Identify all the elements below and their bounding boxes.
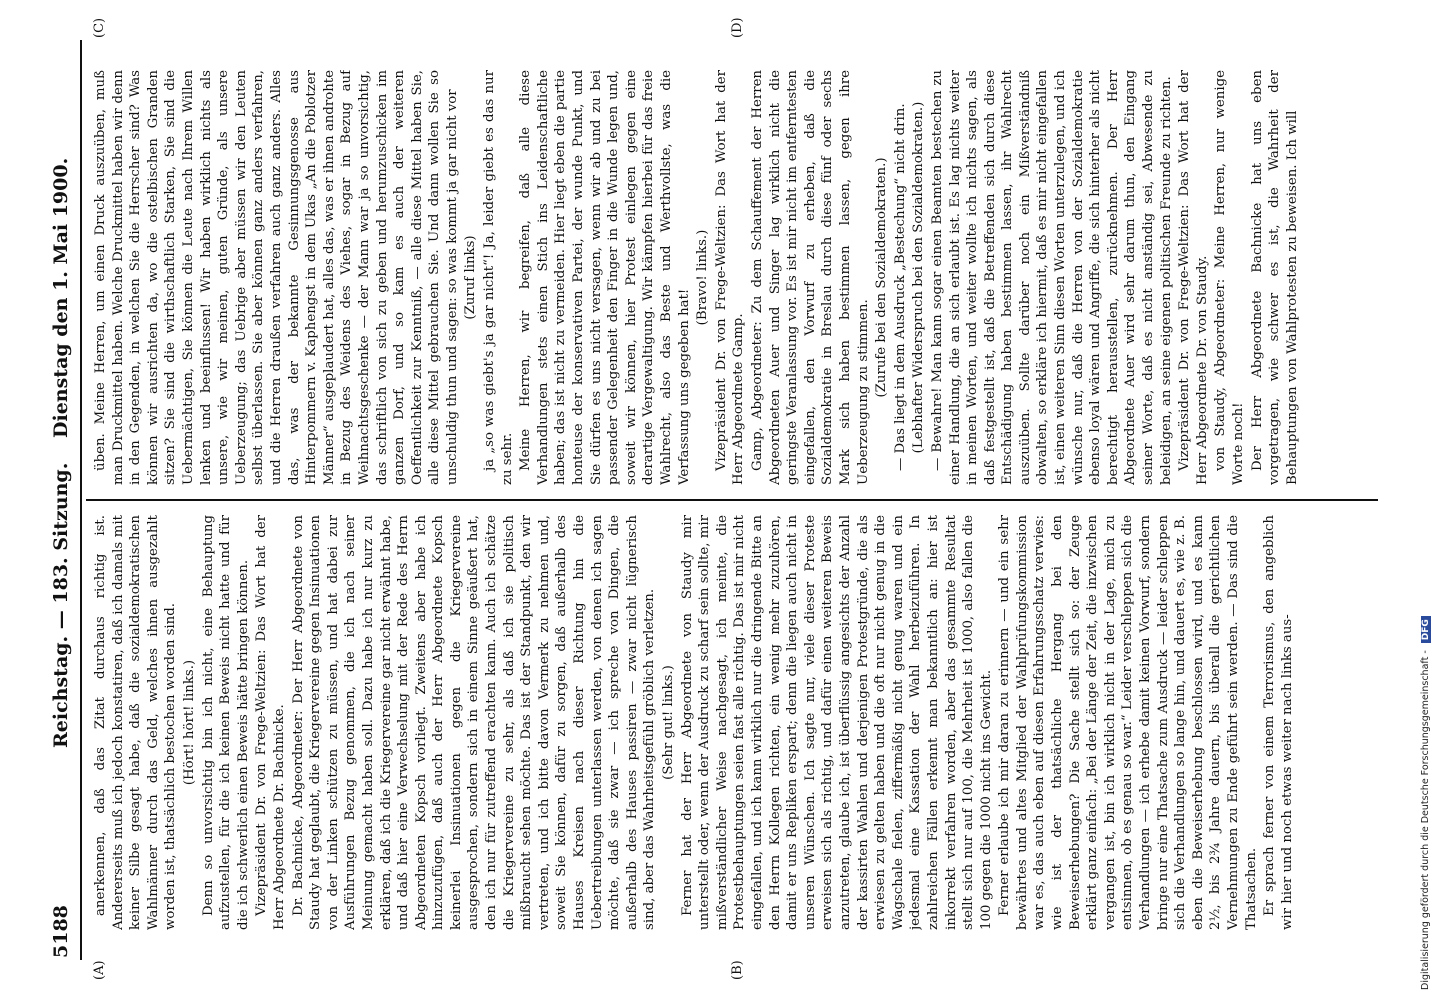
paragraph: von Staudy, Abgeordneter: Meine Herren, nur wenige Worte noch! — [1213, 70, 1246, 485]
paragraph: Vizepräsident Dr. von Frege-Weltzien: Das Wort hat der Herr Abgeordnete Dr. Bachnicke. — [254, 515, 287, 930]
paragraph: üben. Meine Herren, um einen Druck auszuüben, muß man Druckmittel haben. Welche Druckmittel haben wir denn in den Gegenden, in welchen Sie die Herrscher sind? Was können wir ausrichten da, wo die ostelbischen Granden sitzen? Sie sind die wirthschaftlich Starken, Sie sind die Uebermächtigen, Sie können die Leute nach Ihrem Willen lenken und beeinflussen! Wir haben wirklich nichts als unsere, wie wir meinen, guten Gründe, als unsere Ueberzeugung; das Uebrige aber müssen wir den Leuten selbst überlassen. Sie aber können ganz anders verfahren, und die Herren draußen verfahren auch ganz anders. Alles das, was der bekannte Gesinnungsgenosse aus Hinterpommern v. Kaphengst in dem Ukas „An die Poblotzer Männer“ ausgeplaudert hat, alles das, was er ihnen androhte in Bezug des Weidens des Viehes, sogar in Bezug auf Weihnachtsgeschenke — der Mann war ja so unvorsichtig, das schriftlich von sich zu geben und herumzuschicken im ganzen Dorf, und so kam es auch der weiteren Oeffentlichkeit zur Kenntniß, — alle diese Mittel haben Sie, alle diese Mittel gebrauchen Sie. Und dann wollen Sie so unschuldig thun und sagen: so was kommt ja gar nicht vor — [93, 70, 460, 485]
paragraph: (Zuruf links) — [463, 235, 479, 320]
paragraph: (Hört! hört! links.) — [181, 659, 197, 786]
margin-marker-a: (A) — [92, 960, 107, 980]
paragraph: Ferner hat der Herr Abgeordnete von Staudy mir unterstellt oder, wenn der Ausdruck zu scharf sein sollte, mir mißverständlicher Weise nachgesagt, ich meinte, die Protestbehauptungen seien fast alle richtig. Das ist mir nicht eingefallen, und ich kann wirklich nur die dringende Bitte an den Herrn Kollegen richten, ein wenig mehr zuzuhören, damit er uns Repliken erspart; denn die liegen auch nicht in unseren Wünschen. Ich sagte nur, viele dieser Proteste erweisen sich als richtig, und dafür einen weiteren Beweis anzutreten, glaube ich, ist überflüssig angesichts der Anzahl der kassirten Wahlen und derjenigen Protestgründe, die als erwiesen zu gelten haben und die oft nur nicht genug in die Wagschale fielen, ziffermäßig nicht genug waren und ein jedesmal eine Kassation der Wahl herbeizuführen. In zahlreichen Fällen erkennt man bekanntlich an: hier ist inkorrekt verfahren worden, aber das gesammte Resultat stellt sich nur auf 100, die Mehrheit ist 1000, also fallen die 100 gegen die 1000 nicht ins Gewicht. — [679, 515, 994, 930]
header-rule — [80, 40, 82, 960]
paragraph: — Das liegt in dem Ausdruck „Bestechung“ nicht drin. — [892, 103, 908, 471]
session-title: Reichstag. — 183. Sitzung. — [50, 462, 72, 748]
paragraph: Ferner erlaube ich mir daran zu erinnern — und ein sehr bewährtes und altes Mitglied der Wahlprüfungskommission war es, das auch eben auf diesen Erfahrungsschatz verwies: wie ist der thatsächliche Hergang bei den Beweiserhebungen? Die Sache stellt sich so: der Zeuge erklärt ganz einfach: „Bei der Länge der Zeit, die inzwischen vergangen ist, bin ich wirklich nicht in der Lage, mich zu entsinnen, ob es genau so war.“ Leider verschleppen sich die Verhandlungen — ich erhebe damit keinen Vorwurf, sondern bringe nur eine Thatsache zum Ausdruck — leider schleppen sich die Verhandlungen so lange hin, und dauert es, wie z. B. eben die Beweiserhebung beschlossen wird, und es kann 2½, bis 2¾ Jahre dauern, bis überall die gerichtlichen Vernehmungen zu Ende geführt sein werden. — Das sind die Thatsachen. — [997, 515, 1259, 930]
paragraph: (Sehr gut! links.) — [661, 665, 676, 780]
paragraph: Er sprach ferner von einem Terrorismus, den angeblich wir hier und noch etwas weiter nach links aus- — [1262, 515, 1295, 930]
left-text-column — [92, 515, 1377, 930]
margin-marker-d: (D) — [730, 17, 745, 38]
right-text-column — [92, 70, 1377, 485]
margin-marker-b: (B) — [730, 960, 745, 980]
column-divider — [86, 499, 1378, 501]
session-date: Dienstag den 1. Mai 1900. — [50, 157, 72, 438]
paragraph: Der Herr Abgeordnete Bachnicke hat uns eben vorgetragen, wie schwer es ist, die Wahrheit der Behauptungen von Wahlprotesten zu beweisen. Ich will — [1249, 70, 1300, 485]
dfg-logo: DFG — [1421, 616, 1431, 643]
paragraph: (Lebhafter Widerspruch bei den Sozialdemokraten.) — [911, 101, 927, 454]
paragraph: (Zurufe bei den Sozialdemokraten.) — [874, 157, 890, 398]
paragraph: Dr. Bachnicke, Abgeordneter: Der Herr Abgeordnete von Staudy hat geglaubt, die Kriegervereine gegen Insinuationen von der Linken schützen zu müssen, und hat dabei zur Ausführungen Bezug genommen, die ich nach seiner Meinung gemacht haben soll. Dazu habe ich nur kurz zu erklären, daß ich die Kriegervereine gar nicht erwähnt habe, und daß hier eine Verwechselung mit der Rede des Herrn Abgeordneten Kopsch vorliegt. Zweitens aber habe ich hinzuzufügen, daß auch der Herr Abgeordnete Kopsch keinerlei Insinuationen gegen die Kriegervereine ausgesprochen, sondern sich in einem Sinne geäußert hat, den ich nur für zutreffend erachten kann. Auch ich schätze die Kriegervereine zu sehr, als daß ich sie politisch mißbraucht sehen möchte. Das ist der Standpunkt, den wir vertreten, und ich bitte davon Vermerk zu nehmen und, soweit Sie können, dafür zu sorgen, daß außerhalb des Hauses Kreisen nach dieser Richtung hin die Uebertreibungen unterlassen werden, von denen ich sagen möchte, daß sie zwar — ich spreche von Dingen, die außerhalb des Hauses passiren — zwar nicht lügnerisch sind, aber das Wahrheitsgefühl gröblich verletzen. — [290, 515, 658, 930]
funding-note: Digitalisierung gefördert durch die Deutsche Forschungsgemeinschaft - — [1420, 650, 1431, 990]
paragraph: ja „so was giebt's ja gar nicht“! Ja, leider giebt es das nur zu sehr. — [482, 70, 515, 485]
paragraph: Meine Herren, wir begreifen, daß alle diese Verhandlungen stets einen Stich ins Leidenschaftliche haben; das ist nicht zu vermeiden. Hier liegt eben die partie honteuse der konservativen Partei, der wunde Punkt, und Sie dürfen es uns nicht versagen, wenn wir ab und zu bei passender Gelegenheit den Finger in die Wunde legen und, soweit wir können, hier Protest einlegen gegen eine derartige Vergewaltigung. Wir kämpfen hierbei für das freie Wahlrecht, also das Beste und Werthvollste, was die Verfassung uns gegeben hat! — [518, 70, 692, 485]
page-number: 5188 — [50, 905, 72, 958]
paragraph: Denn so unvorsichtig bin ich nicht, eine Behauptung aufzustellen, für die ich keinen Beweis nicht hatte und für die ich schwerlich einen Beweis hätte bringen können. — [200, 515, 251, 930]
funding-sidebar — [1418, 10, 1434, 990]
paragraph: Vizepräsident Dr. von Frege-Weltzien: Das Wort hat der Herr Abgeordnete Dr. von Staudy. — [1177, 70, 1210, 485]
paragraph: — Bewahre! Man kann sogar einen Beamten bestechen zu einer Handlung, die an sich erlaubt ist. Es lag nichts weiter in meinen Worten, und weiter wollte ich nichts sagen, als daß festgestellt ist, daß die Betreffenden sich durch diese Entschädigung haben bestimmen lassen, ihr Wahlrecht auszuüben. Sollte darüber noch ein Mißverständniß obwalten, so erkläre ich hiermit, daß es mir nicht eingefallen ist, einen weiteren Sinn diesen Worten unterzulegen, und ich wünsche nur, daß die Herren von der Sozialdemokratie ebenso loyal wären und Angriffe, die sich hinterher als nicht berechtigt herausstellen, zurücknehmen. Der Herr Abgeordnete Auer wird sehr darum thun, den Eingang seiner Worte, daß es nicht anständig sei, Abwesende zu beleidigen, an seine eigenen politischen Freunde zu richten. — [929, 70, 1174, 485]
margin-marker-c: (C) — [92, 17, 107, 38]
paragraph: Gamp, Abgeordneter: Zu dem Schauffement der Herren Abgeordneten Auer und Singer lag wirklich nicht die geringste Veranlassung vor. Es ist mir nicht im entferntesten eingefallen, den Vorwurf zu erheben, daß die Sozialdemokratie in Breslau durch diese fünf oder sechs Mark sich haben bestimmen lassen, gegen ihre Ueberzeugung zu stimmen. — [749, 70, 871, 485]
paragraph: (Bravo! links.) — [695, 229, 711, 326]
paragraph: anerkennen, daß das Zitat durchaus richtig ist. Andererseits muß ich jedoch konstatiren, daß ich damals mit keiner Silbe gesagt habe, daß die sozialdemokratischen Wahlmänner durch das Geld, welches ihnen ausgezahlt worden ist, thatsächlich bestochen worden sind. — [93, 515, 179, 930]
paragraph: Vizepräsident Dr. von Frege-Weltzien: Das Wort hat der Herr Abgeordnete Gamp. — [713, 70, 747, 485]
page-header — [50, 42, 76, 958]
